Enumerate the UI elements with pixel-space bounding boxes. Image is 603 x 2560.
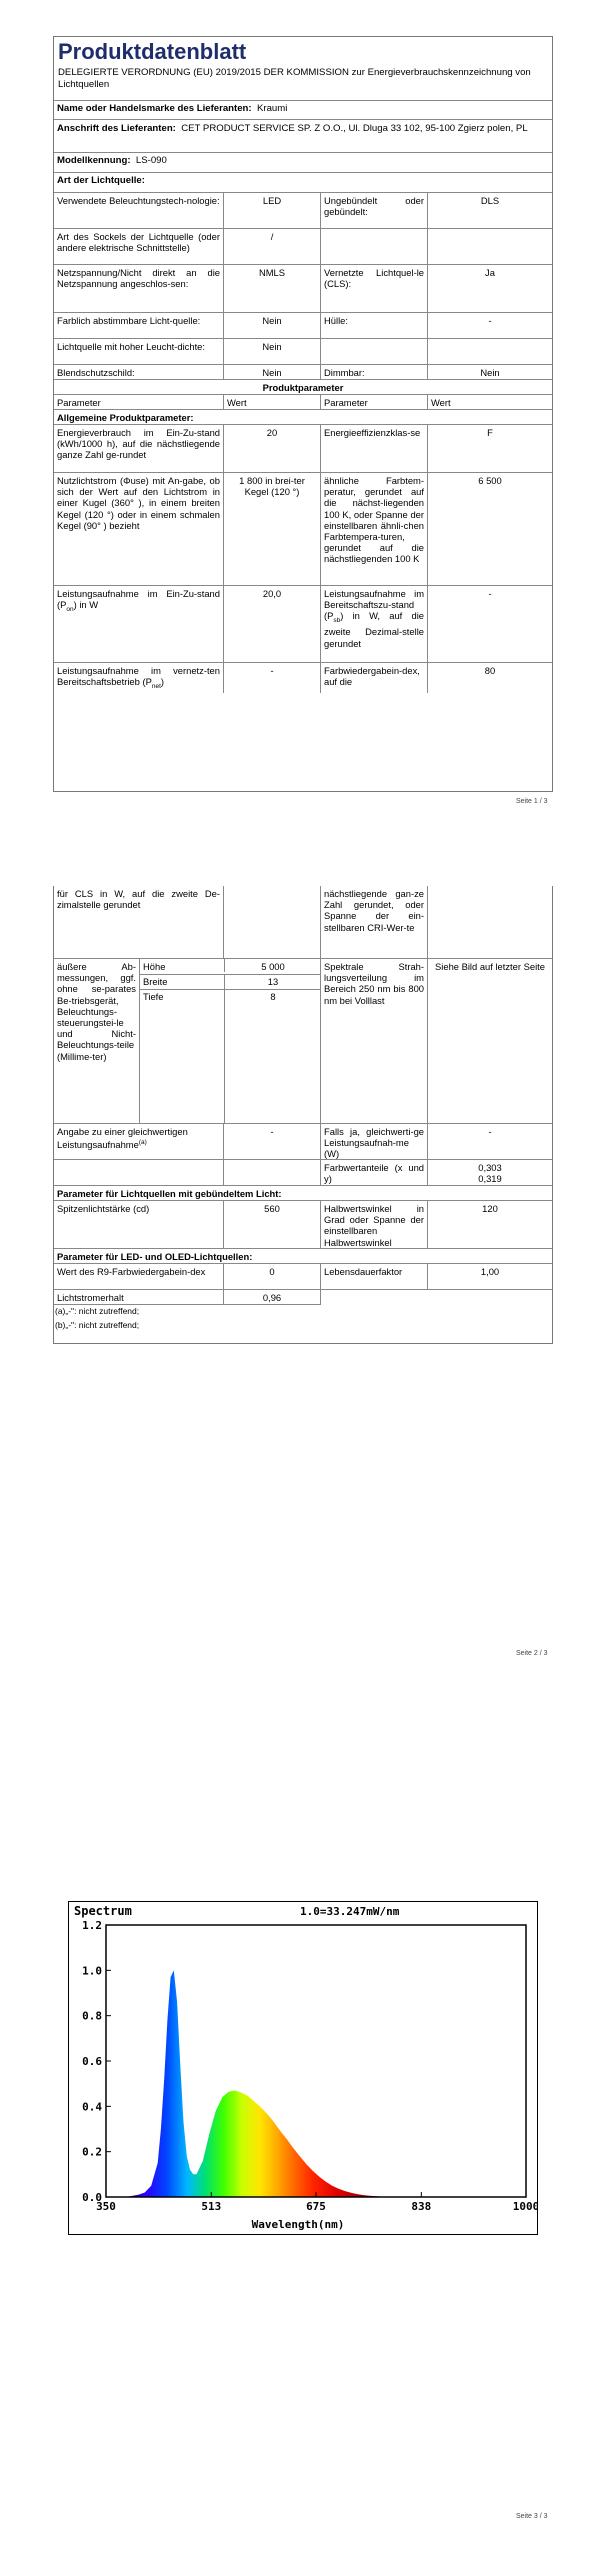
type-row: Blendschutzschild: Nein Dimmbar: Nein (54, 365, 552, 380)
page-title: Produktdatenblatt (58, 39, 247, 64)
param-row: Leistungsaufnahme im Ein-Zu-stand $(P_{on})$ in W 20,0 Leistungsaufnahme im Bereitschaftszu-stand $(P_{sb})$ in W, auf die zweite Dezimal-stelle gerundet - (54, 586, 552, 663)
col-param-1: Parameter (54, 395, 224, 409)
chromaticity-row (54, 1160, 552, 1186)
x-tick-label: 350 (96, 2200, 116, 2213)
light-source-type-heading-row (54, 173, 552, 193)
type-row: Art des Sockels der Lichtquelle (oder andere elektrische Schnittstelle) / (54, 229, 552, 265)
led-heading: Parameter für LED- und OLED-Lichtquellen: (57, 1251, 253, 1262)
dimensions-label: äußere Ab-messungen, ggf. ohne se-parates Be-triebsgerät, Beleuchtungs-steuerungstei-le und Nicht-Beleuchtungs-teile (Millime-ter) (54, 959, 140, 1123)
y-tick-label: 0.6 (82, 2055, 102, 2068)
chart-title: Spectrum (74, 1904, 132, 1918)
x-tick-label: 513 (201, 2200, 222, 2213)
supplier-name-row (54, 100, 552, 120)
supplier-address-row (54, 120, 552, 153)
equivalent-power-label: Angabe zu einer gleichwertigen Leistungsaufnahme (57, 1126, 188, 1151)
column-header-row (54, 395, 552, 410)
model-value: LS-090 (135, 155, 167, 166)
dim-height-row: Höhe 5 000 (140, 959, 321, 975)
chromaticity-y: 0,319 (478, 1173, 502, 1185)
r9-row: Wert des R9-Farbwiedergabein-dex 0 Lebensdauerfaktor 1,00 (54, 1264, 552, 1290)
equivalent-power-row: Angabe zu einer gleichwertigen Leistungsaufnahme$^{(a)}$ - Falls ja, gleichwerti-ge Leistungsaufnah-me (W) - (54, 1124, 552, 1160)
directional-heading-row (54, 1186, 552, 1201)
model-label: Modellkennung: (57, 155, 131, 166)
param-row: Leistungsaufnahme im vernetz-ten Bereitschaftsbetrieb $(P_{net})$ - Farbwiedergabein-dex, auf die 80 (54, 663, 552, 693)
general-params-heading-row (54, 410, 552, 425)
x-tick-label: 675 (306, 2200, 326, 2213)
datasheet-frame-1 (53, 36, 553, 792)
page-number: Seite 3 / 3 (516, 2513, 548, 2520)
footnote-a: (a)„-": nicht zutreffend; (55, 1306, 140, 1316)
product-params-heading: Produktparameter (262, 382, 344, 393)
col-param-2: Parameter (321, 395, 428, 409)
y-tick-label: 0.2 (82, 2145, 102, 2159)
page-1 (0, 0, 603, 840)
chromaticity-label: Farbwertanteile (x und y) (321, 1160, 428, 1185)
param-row: Energieverbrauch im Ein-Zu-stand (kWh/1000 h), auf die nächstliegende ganze Zahl ge-rundet 20 Energieeffizienzklas-se F (54, 425, 552, 473)
col-value-2: Wert (431, 397, 451, 408)
chart-annotation: 1.0=33.247mW/nm (300, 1905, 400, 1918)
general-params-heading: Allgemeine Produktparameter: (57, 412, 194, 423)
led-heading-row (54, 1249, 552, 1264)
spectral-value: Siehe Bild auf letzter Seite (435, 961, 545, 972)
page-number: Seite 2 / 3 (516, 1650, 548, 1657)
supplier-address-value: CET PRODUCT SERVICE SP. Z O.O., Ul. Dluga 33 102, 95-100 Zgierz polen, PL (181, 123, 528, 134)
page-number: Seite 1 / 3 (516, 798, 548, 805)
supplier-name-value: Kraumi (256, 103, 288, 114)
model-row (54, 153, 552, 173)
supplier-name-label: Name oder Handelsmarke des Lieferanten: (57, 103, 252, 114)
y-tick-label: 0.8 (82, 2009, 102, 2023)
type-row: Netzspannung/Nicht direkt an die Netzspannung angeschlos-sen: NMLS Vernetzte Lichtquel-le (CLS): Ja (54, 265, 552, 313)
x-axis-label: Wavelength(nm) (251, 2218, 345, 2231)
regulation-subtitle: DELEGIERTE VERORDNUNG (EU) 2019/2015 DER KOMMISSION zur Energieverbrauchskennzeichnung von Lichtquellen (58, 67, 531, 90)
y-tick-label: 1.0 (82, 1964, 102, 1978)
datasheet-frame-2 (53, 886, 553, 1344)
supplier-address-label: Anschrift des Lieferanten: (57, 123, 176, 134)
footnotes (55, 1304, 139, 1332)
x-tick-label: 838 (411, 2200, 432, 2213)
y-tick-label: 0.0 (82, 2191, 102, 2204)
x-tick-label: 1000 (512, 2200, 538, 2213)
spectral-label: Spektrale Strah-lungsverteilung im Bereich 250 nm bis 800 nm bei Volllast (321, 959, 428, 1123)
footnote-b: (b)„-": nicht zutreffend; (55, 1320, 140, 1330)
param-row: Nutzlichtstrom (Φuse) mit An-gabe, ob sich der Wert auf den Lichtstrom in einer Kugel (360° ), in einem breiten Kegel (120 °) oder in einem schmalen Kegel (90° ) bezieht 1 800 in brei-ter Kegel (120 °) ähnliche Farbtem-peratur, gerundet auf die nächst-liegenden 100 K, oder Spanne der einstellbaren ähnli-chen Farbtempera-turen, gerundet auf die nächstliegenden 100 K 6 500 (54, 473, 552, 586)
product-params-heading-row (54, 380, 552, 395)
flux-maintenance-row: Lichtstromerhalt 0,96 (54, 1290, 321, 1305)
spectrum-svg (68, 1901, 538, 2235)
y-tick-label: 1.2 (82, 1919, 102, 1932)
dimensions-row (54, 959, 552, 1124)
type-row: Farblich abstimmbare Licht-quelle: Nein Hülle: - (54, 313, 552, 339)
peak-intensity-row: Spitzenlichtstärke (cd) 560 Halbwertswinkel in Grad oder Spanne der einstellbaren Halbwertswinkel 120 (54, 1201, 552, 1249)
light-source-type-heading: Art der Lichtquelle: (57, 175, 145, 186)
dim-depth-row: Tiefe 8 (140, 989, 321, 1004)
col-value-1: Wert (224, 395, 321, 409)
dim-width-row: Breite 13 (140, 974, 321, 990)
page-2 (0, 840, 603, 1685)
chromaticity-x: 0,303 (478, 1162, 502, 1173)
continued-row: für CLS in W, auf die zweite De-zimalstelle gerundet nächstliegende gan-ze Zahl gerundet, oder Spanne der ein-stellbaren CRI-Wer-te (54, 886, 552, 959)
y-tick-label: 0.4 (82, 2100, 102, 2114)
type-row: Verwendete Beleuchtungstech-nologie: LED Ungebündelt oder gebündelt: DLS (54, 193, 552, 229)
spectrum-chart (68, 1901, 538, 2235)
type-row: Lichtquelle mit hoher Leucht-dichte: Nein (54, 339, 552, 365)
directional-heading: Parameter für Lichtquellen mit gebündeltem Licht: (57, 1188, 282, 1199)
